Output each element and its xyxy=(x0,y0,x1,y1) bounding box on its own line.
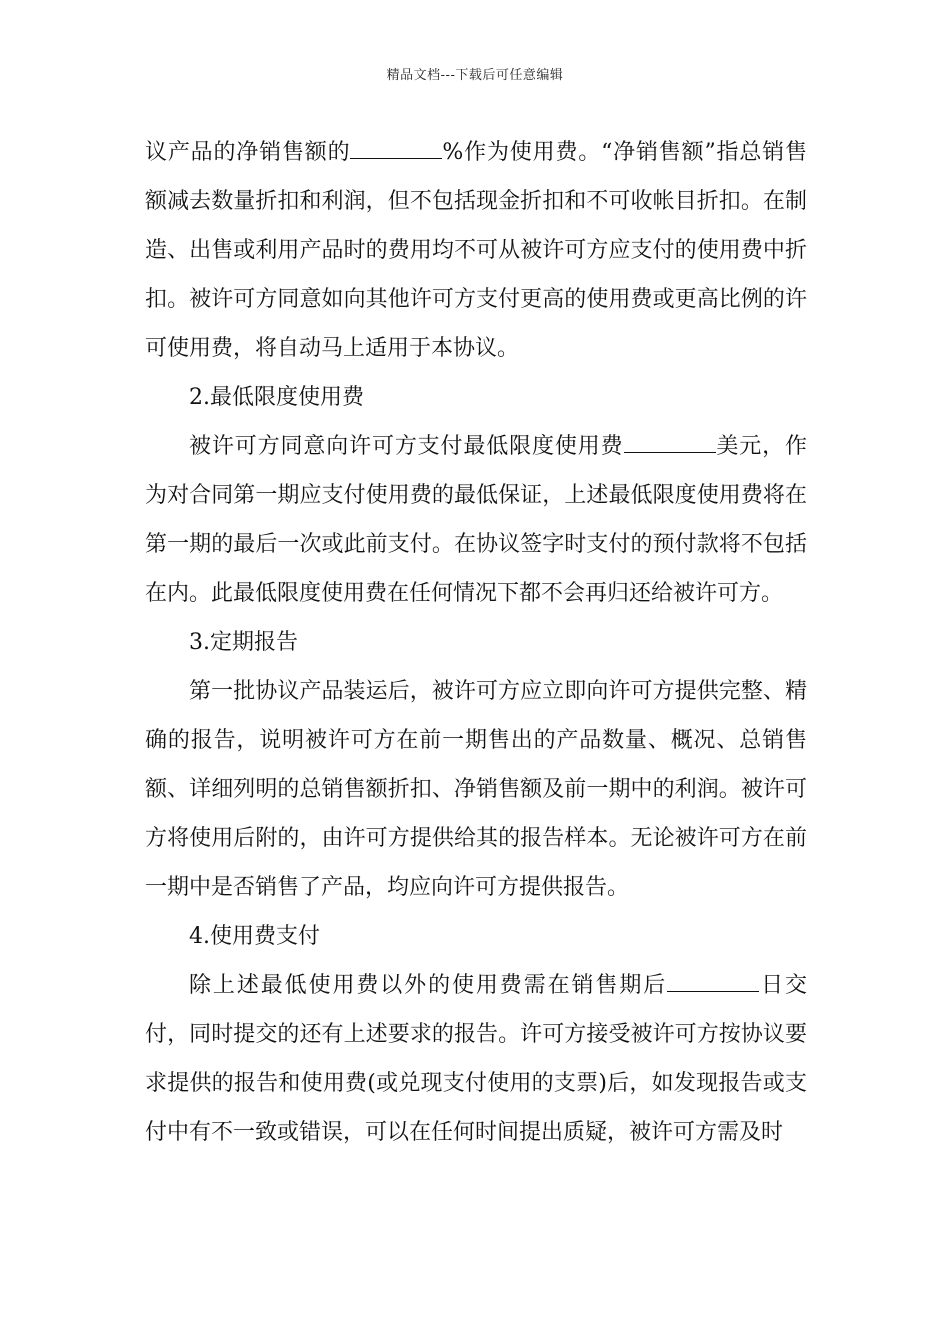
section-heading-periodic-report: 3.定期报告 xyxy=(189,630,298,655)
paragraph-periodic-report: 第一批协议产品装运后，被许可方应立即向许可方提供完整、精确的报告，说明被许可方在前一期售出的产品数量、概况、总销售额、详细列明的总销售额折扣、净销售额及前一期中的利润。被许可方将使用后附的，由许可方提供给其的报告样本。无论被许可方在前一期中是否销售了产品，均应向许可方提供报告。 xyxy=(145,679,807,900)
paragraph-royalty-rate xyxy=(145,128,807,373)
fill-in-blank xyxy=(667,971,759,992)
paragraph-text: 美元，作为对合同第一期应支付使用费的最低保证，上述最低限度使用费将在第一期的最后一次或此前支付。在协议签字时支付的预付款将不包括在内。此最低限度使用费在任何情况下都不会再归还给被许可方。 xyxy=(145,434,807,606)
fill-in-blank xyxy=(350,138,442,159)
paragraph-text: 被许可方同意向许可方支付最低限度使用费 xyxy=(189,434,624,459)
paragraph-text: %作为使用费。“净销售额”指总销售额减去数量折扣和利润，但不包括现金折扣和不可收帐目折扣。在制造、出售或利用产品时的费用均不可从被许可方应支付的使用费中折扣。被许可方同意如向其他许可方支付更高的使用费或更高比例的许可使用费，将自动马上适用于本协议。 xyxy=(145,140,807,361)
paragraph-text: 议产品的净销售额的 xyxy=(145,140,351,165)
paragraph-royalty-payment xyxy=(145,961,807,1157)
document-body xyxy=(145,128,807,1157)
section-heading-royalty-payment: 4.使用费支付 xyxy=(189,924,320,949)
paragraph-text: 除上述最低使用费以外的使用费需在销售期后 xyxy=(189,973,668,998)
paragraph-text: 日交付，同时提交的还有上述要求的报告。许可方接受被许可方按协议要求提供的报告和使用费(或兑现支付使用的支票)后，如发现报告或支付中有不一致或错误，可以在任何时间提出质疑，被许可方需及时 xyxy=(145,973,807,1145)
fill-in-blank xyxy=(624,432,716,453)
page-header: 精品文档---下载后可任意编辑 xyxy=(386,68,564,83)
paragraph-minimum-royalty xyxy=(145,422,807,618)
section-heading-minimum-royalty: 2.最低限度使用费 xyxy=(189,385,364,410)
